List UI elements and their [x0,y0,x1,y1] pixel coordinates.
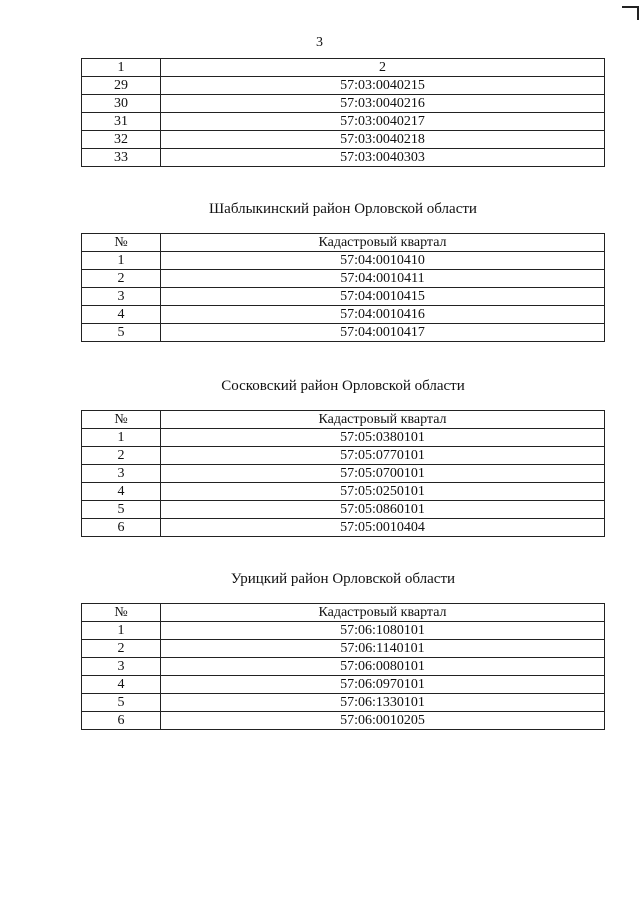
row-number: 30 [82,95,161,113]
table-row [82,447,605,465]
cadastral-block: 57:04:0010416 [161,306,605,324]
table-row [82,712,605,730]
cadastral-block: 57:05:0860101 [161,501,605,519]
row-number: 5 [82,324,161,342]
table-row [82,131,605,149]
table-header-row [82,234,605,252]
section-heading-soskovsky: Сосковский район Орловской области [221,378,465,394]
row-number: 5 [82,694,161,712]
table-row [82,519,605,537]
cadastral-block: 57:06:0080101 [161,658,605,676]
table-header-row [82,59,605,77]
cadastral-column-header: Кадастровый квартал [161,234,605,252]
cadastral-block: 57:03:0040215 [161,77,605,95]
cadastral-block: 57:04:0010415 [161,288,605,306]
cadastral-block: 57:06:1080101 [161,622,605,640]
cadastral-block: 57:06:1140101 [161,640,605,658]
cadastral-block: 57:05:0010404 [161,519,605,537]
row-number: 5 [82,501,161,519]
row-number: 2 [82,447,161,465]
cadastral-column-header: Кадастровый квартал [161,604,605,622]
section-heading-shablykinsky: Шаблыкинский район Орловской области [209,201,477,217]
cadastral-block: 57:06:0010205 [161,712,605,730]
table-row [82,95,605,113]
table-soskovsky [81,410,605,537]
row-number: 2 [82,270,161,288]
cadastral-block: 57:04:0010417 [161,324,605,342]
table-row [82,324,605,342]
table-row [82,501,605,519]
table-shablykinsky [81,233,605,342]
table-row [82,694,605,712]
table-header-row [82,604,605,622]
table-row [82,149,605,167]
table-row [82,113,605,131]
number-column-header: № [82,411,161,429]
table-row [82,676,605,694]
row-number: 6 [82,712,161,730]
table-row [82,288,605,306]
row-number: 1 [82,252,161,270]
cadastral-block: 57:03:0040216 [161,95,605,113]
row-number: 2 [82,640,161,658]
section-heading-uritsky: Урицкий район Орловской области [230,571,456,587]
table-row [82,77,605,95]
row-number: 4 [82,306,161,324]
number-column-header: № [82,234,161,252]
cadastral-block: 57:03:0040303 [161,149,605,167]
row-number: 31 [82,113,161,131]
row-number: 3 [82,465,161,483]
page-number: 3 [316,35,323,50]
row-number: 6 [82,519,161,537]
cadastral-block: 57:05:0250101 [161,483,605,501]
cadastral-column-header: Кадастровый квартал [161,411,605,429]
cadastral-block: 57:05:0700101 [161,465,605,483]
continuation-table [81,58,605,167]
row-number: 4 [82,483,161,501]
table-row [82,640,605,658]
cadastral-block: 57:06:1330101 [161,694,605,712]
cadastral-block: 57:05:0770101 [161,447,605,465]
cadastral-block: 57:03:0040217 [161,113,605,131]
table-row [82,483,605,501]
row-number: 3 [82,288,161,306]
cadastral-block: 57:05:0380101 [161,429,605,447]
table-header-row [82,411,605,429]
cadastral-block: 57:03:0040218 [161,131,605,149]
row-number: 32 [82,131,161,149]
cadastral-block: 57:06:0970101 [161,676,605,694]
row-number: 1 [82,429,161,447]
row-number: 33 [82,149,161,167]
table-row [82,429,605,447]
cadastral-block: 57:04:0010410 [161,252,605,270]
table-uritsky [81,603,605,730]
table-row [82,270,605,288]
number-column-header: № [82,604,161,622]
row-number: 29 [82,77,161,95]
table-row [82,465,605,483]
row-number: 3 [82,658,161,676]
column-1-header: 1 [82,59,161,77]
table-row [82,306,605,324]
column-2-header: 2 [161,59,605,77]
row-number: 1 [82,622,161,640]
cadastral-block: 57:04:0010411 [161,270,605,288]
table-row [82,658,605,676]
table-row [82,622,605,640]
row-number: 4 [82,676,161,694]
table-row [82,252,605,270]
